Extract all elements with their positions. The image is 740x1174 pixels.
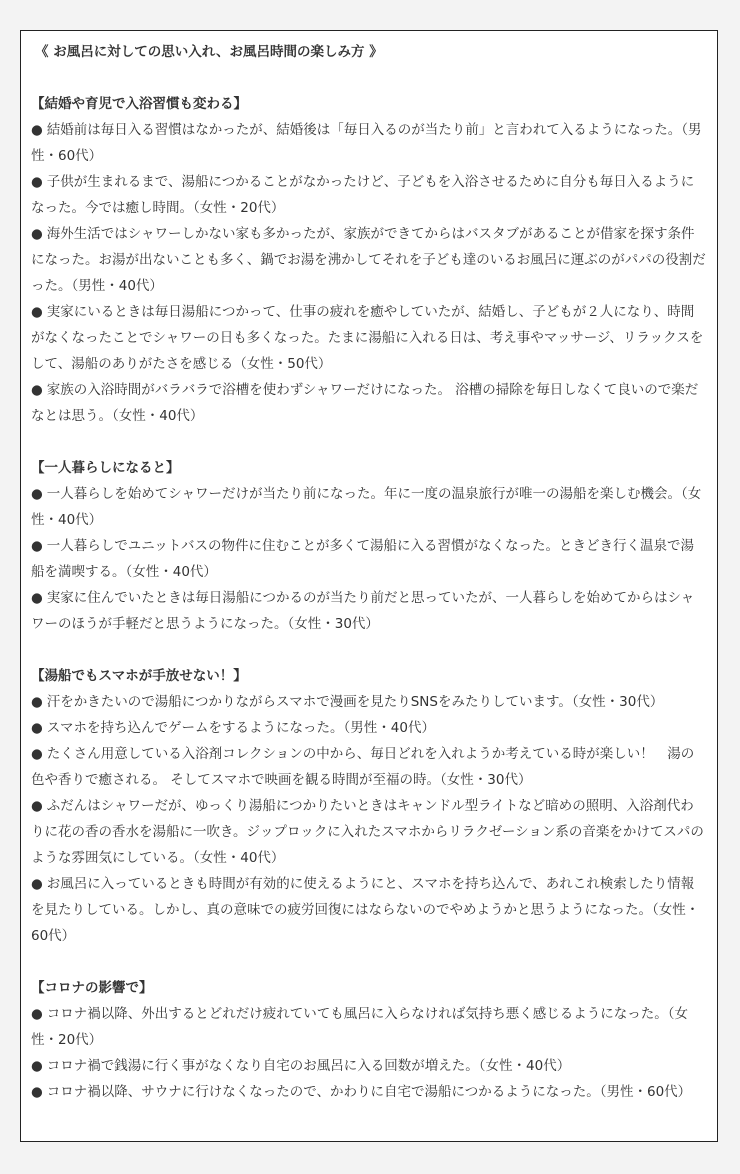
list-item: [31, 689, 707, 715]
entry-text: コロナ禍以降、サウナに行けなくなったので、かわりに自宅で湯船につかるようになった。（男性・60代）: [46, 1084, 692, 1100]
bullet-icon: ●: [31, 1058, 43, 1074]
entry-text: 子供が生まれるまで、湯船につかることがなかったけど、子どもを入浴させるために自分も毎日入るようになった。今では癒し時間。（女性・20代）: [31, 174, 695, 216]
list-item: [31, 299, 707, 377]
list-item: [31, 1079, 707, 1105]
section-heading: 【結婚や育児で入浴習慣も変わる】: [31, 96, 247, 112]
entry-text: コロナ禍で銭湯に行く事がなくなり自宅のお風呂に入る回数が増えた。（女性・40代）: [46, 1058, 571, 1074]
entry-text: たくさん用意している入浴剤コレクションの中から、毎日どれを入れようか考えている時が楽しい！ 湯の色や香りで癒される。 そしてスマホで映画を観る時間が至福の時。（女性・30代）: [31, 746, 695, 788]
section-heading: 【一人暮らしになると】: [31, 460, 180, 476]
entry-text: 海外生活ではシャワーしかない家も多かったが、家族ができてからはバスタブがあることが借家を探す条件になった。お湯が出ないことも多く、鍋でお湯を沸かしてそれを子ども達のいるお風呂に運ぶのがパパの役割だった。（男性・40代）: [31, 226, 706, 294]
bullet-icon: ●: [31, 486, 43, 502]
list-item: [31, 871, 707, 949]
entry-text: 家族の入浴時間がバラバラで浴槽を使わずシャワーだけになった。 浴槽の掃除を毎日しなくて良いので楽だなとは思う。（女性・40代）: [31, 382, 699, 424]
list-item: [31, 793, 707, 871]
section: [31, 455, 707, 637]
bullet-icon: ●: [31, 720, 43, 736]
bullet-icon: ●: [31, 694, 43, 710]
entry-text: 実家に住んでいたときは毎日湯船につかるのが当たり前だと思っていたが、一人暮らしを始めてからはシャワーのほうが手軽だと思うようになった。（女性・30代）: [31, 590, 695, 632]
survey-content: [21, 31, 717, 1105]
list-item: [31, 481, 707, 533]
entry-text: ふだんはシャワーだが、ゆっくり湯船につかりたいときはキャンドル型ライトなど暗めの照明、入浴剤代わりに花の香の香水を湯船に一吹き。ジップロックに入れたスマホからリラクゼーション系の音楽をかけてスパのような雰囲気にしている。（女性・40代）: [31, 798, 704, 866]
bullet-icon: ●: [31, 1084, 43, 1100]
list-item: [31, 533, 707, 585]
entry-text: 汗をかきたいので湯船につかりながらスマホで漫画を見たりSNSをみたりしています。（女性・30代）: [46, 694, 664, 710]
bullet-icon: ●: [31, 174, 43, 190]
page-title: 《 お風呂に対しての思い入れ、お風呂時間の楽しみ方 》: [35, 44, 383, 60]
bullet-icon: ●: [31, 1006, 43, 1022]
list-item: [31, 1001, 707, 1053]
section-heading: 【湯船でもスマホが手放せない！】: [31, 668, 247, 684]
section: [31, 91, 707, 429]
entry-text: お風呂に入っているときも時間が有効的に使えるようにと、スマホを持ち込んで、あれこれ検索したり情報を見たりしている。しかし、真の意味での疲労回復にはならないのでやめようかと思うようになった。（女性・60代）: [31, 876, 700, 944]
bullet-icon: ●: [31, 746, 43, 762]
bullet-icon: ●: [31, 538, 43, 554]
survey-panel: [20, 30, 718, 1142]
entry-text: 結婚前は毎日入る習慣はなかったが、結婚後は「毎日入るのが当たり前」と言われて入るようになった。（男性・60代）: [31, 122, 702, 164]
list-item: [31, 715, 707, 741]
section: [31, 663, 707, 949]
list-item: [31, 169, 707, 221]
bullet-icon: ●: [31, 122, 43, 138]
entry-text: 一人暮らしを始めてシャワーだけが当たり前になった。年に一度の温泉旅行が唯一の湯船を楽しむ機会。（女性・40代）: [31, 486, 702, 528]
sections-container: [31, 91, 707, 1105]
bullet-icon: ●: [31, 876, 43, 892]
bullet-icon: ●: [31, 590, 43, 606]
entry-text: 実家にいるときは毎日湯船につかって、仕事の疲れを癒やしていたが、結婚し、子どもが２人になり、時間がなくなったことでシャワーの日も多くなった。たまに湯船に入れる日は、考え事やマッサージ、リラックスをして、湯船のありがたさを感じる（女性・50代）: [31, 304, 704, 372]
list-item: [31, 221, 707, 299]
bullet-icon: ●: [31, 226, 43, 242]
section-heading: 【コロナの影響で】: [31, 980, 153, 996]
list-item: [31, 741, 707, 793]
entry-text: 一人暮らしでユニットバスの物件に住むことが多くて湯船に入る習慣がなくなった。ときどき行く温泉で湯船を満喫する。（女性・40代）: [31, 538, 694, 580]
list-item: [31, 377, 707, 429]
list-item: [31, 1053, 707, 1079]
list-item: [31, 117, 707, 169]
bullet-icon: ●: [31, 304, 43, 320]
entry-text: コロナ禍以降、外出するとどれだけ疲れていても風呂に入らなければ気持ち悪く感じるようになった。（女性・20代）: [31, 1006, 689, 1048]
list-item: [31, 585, 707, 637]
bullet-icon: ●: [31, 382, 43, 398]
entry-text: スマホを持ち込んでゲームをするようになった。（男性・40代）: [46, 720, 435, 736]
bullet-icon: ●: [31, 798, 43, 814]
section: [31, 975, 707, 1105]
